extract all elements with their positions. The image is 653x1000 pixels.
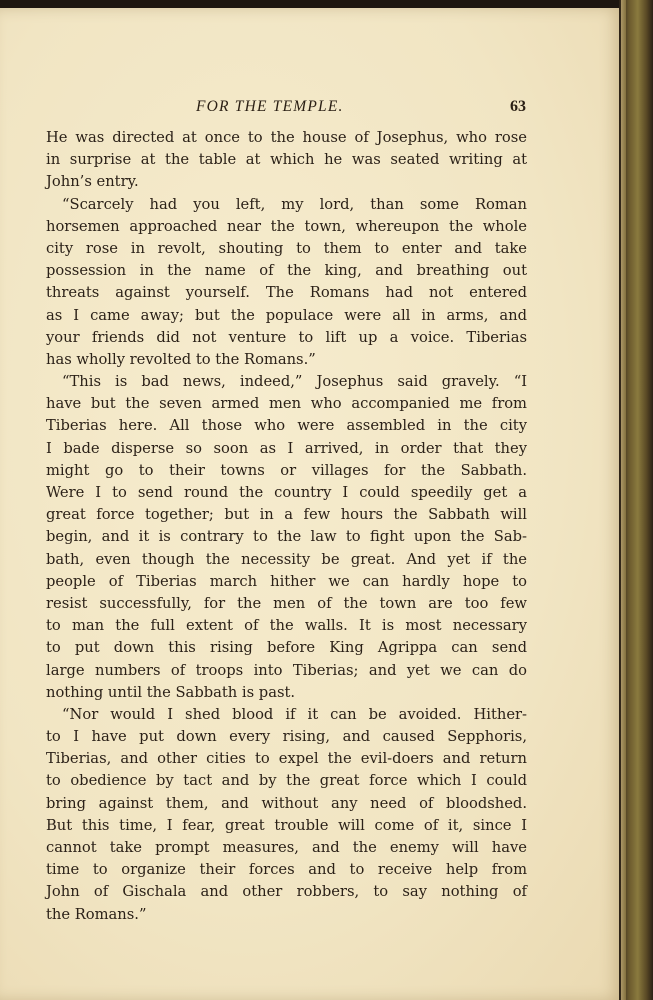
text-line: people of Tiberias march hither we can hardly hope to — [46, 572, 527, 590]
page-number: 63 — [510, 98, 526, 115]
text-line: possession in the name of the king, and breathing out — [46, 262, 527, 280]
text-line: the Romans.” — [46, 905, 147, 923]
text-line: begin, and it is contrary to the law to fight upon the Sab- — [46, 528, 527, 546]
text-line: to obedience by tact and by the great force which I could — [46, 772, 527, 790]
page-edge — [621, 0, 626, 1000]
text-line: Tiberias here. All those who were assembled in the city — [46, 417, 527, 435]
text-line: great force together; but in a few hours the Sabbath will — [46, 506, 527, 524]
paragraph — [46, 704, 527, 926]
text-line: time to organize their forces and to receive help from — [46, 861, 527, 879]
text-line: might go to their towns or villages for the Sabbath. — [46, 461, 527, 479]
text-line: nothing until the Sabbath is past. — [46, 683, 296, 701]
text-line: Tiberias, and other cities to expel the evil-doers and return — [46, 750, 527, 768]
text-line: bath, even though the necessity be great. And yet if the — [46, 550, 527, 568]
text-line: horsemen approached near the town, whereupon the whole — [46, 217, 527, 235]
page-paper — [0, 8, 622, 1000]
body-text — [46, 127, 527, 926]
paragraph — [46, 127, 527, 194]
text-line: to I have put down every rising, and caused Sepphoris, — [46, 728, 527, 746]
running-header — [46, 98, 526, 120]
text-line: Were I to send round the country I could speedily get a — [46, 484, 527, 501]
text-line: city rose in revolt, shouting to them to enter and take — [46, 239, 527, 257]
text-line: large numbers of troops into Tiberias; and yet we can do — [46, 661, 527, 679]
text-line: threats against yourself. The Romans had not entered — [46, 284, 527, 302]
text-line: He was directed at once to the house of Josephus, who rose — [46, 129, 527, 146]
text-line: in surprise at the table at which he was seated writing at — [46, 151, 527, 169]
text-line: to man the full extent of the walls. It is most necessary — [46, 617, 527, 635]
text-line: bring against them, and without any need of bloodshed. — [46, 794, 527, 812]
text-line: But this time, I fear, great trouble will come of it, since I — [46, 816, 527, 834]
text-line: your friends did not venture to lift up a voice. Tiberias — [46, 328, 527, 346]
paragraph — [46, 371, 527, 704]
text-line: “Nor would I shed blood if it can be avoided. Hither- — [62, 705, 527, 723]
text-line: John’s entry. — [46, 173, 139, 191]
text-line: John of Gischala and other robbers, to say nothing of — [46, 883, 527, 901]
text-line: as I came away; but the populace were all in arms, and — [46, 306, 527, 324]
text-line: resist successfully, for the men of the town are too few — [46, 594, 527, 612]
paragraph — [46, 194, 527, 372]
text-line: to put down this rising before King Agrippa can send — [46, 639, 527, 657]
text-line: “Scarcely had you left, my lord, than some Roman — [62, 195, 527, 213]
running-title: FOR THE TEMPLE. — [196, 98, 344, 115]
text-line: I bade disperse so soon as I arrived, in order that they — [46, 439, 527, 457]
text-line: cannot take prompt measures, and the enemy will have — [46, 839, 527, 856]
text-line: have but the seven armed men who accompanied me from — [46, 395, 527, 413]
text-line: has wholly revolted to the Romans.” — [46, 350, 316, 368]
text-line: “This is bad news, indeed,” Josephus said gravely. “I — [62, 373, 527, 391]
